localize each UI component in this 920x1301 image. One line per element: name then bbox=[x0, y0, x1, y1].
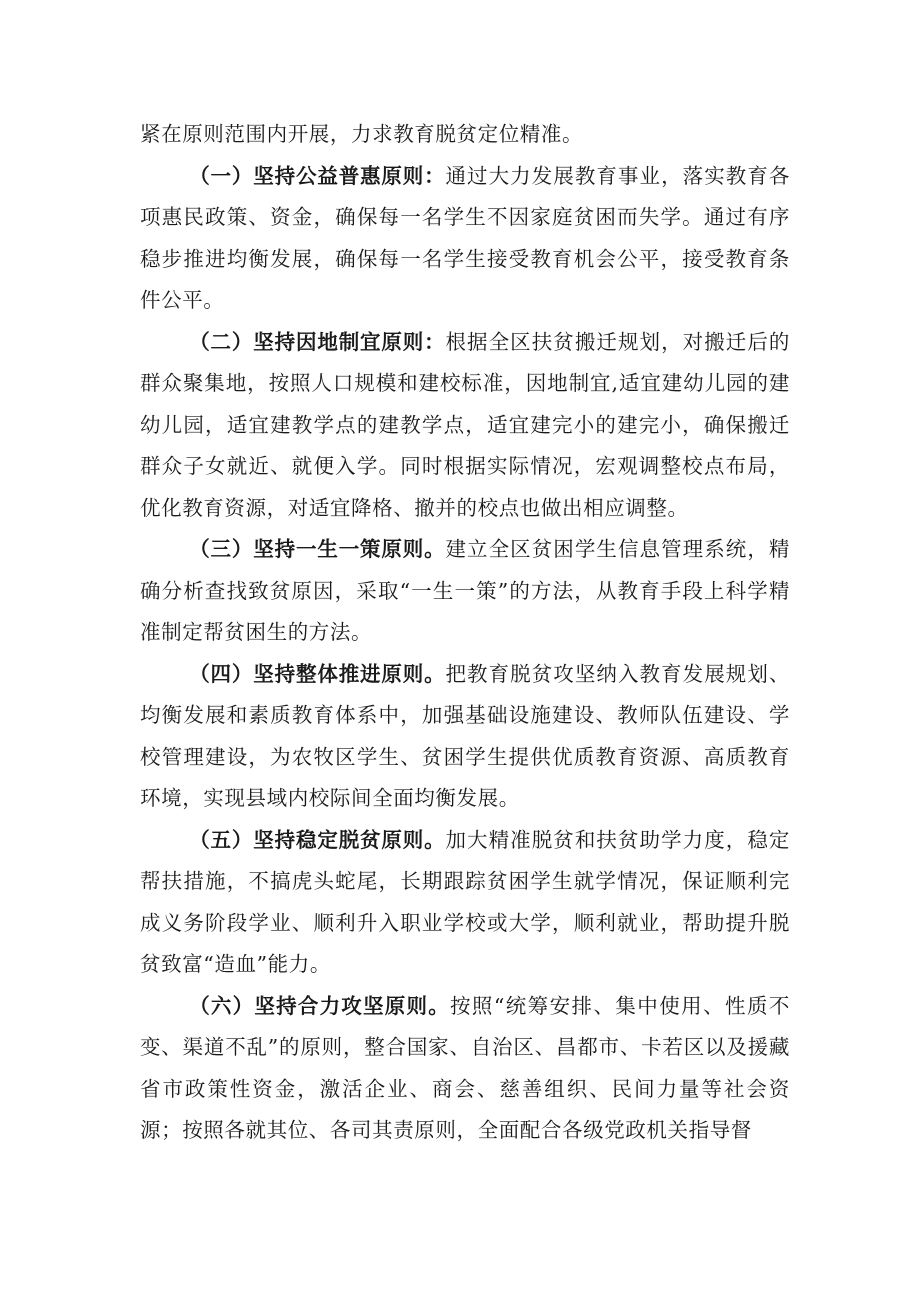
paragraph-principle-1 bbox=[140, 156, 790, 322]
paragraph-body: 按照“统筹安排、集中使用、性质不变、渠道不乱”的原则，整合国家、自治区、昌都市、卡若区以及援藏省市政策性资金，激活企业、商会、慈善组织、民间力量等社会资源；按照各就其位、各司其责原则，全面配合各级党政机关指导督 bbox=[140, 993, 790, 1142]
paragraph-principle-2 bbox=[140, 322, 790, 530]
principle-heading: （六）坚持合力攻坚原则。 bbox=[189, 993, 450, 1018]
document-body bbox=[140, 114, 790, 1152]
paragraph-body: 把教育脱贫攻坚纳入教育发展规划、均衡发展和素质教育体系中，加强基础设施建设、教师队伍建设、学校管理建设，为农牧区学生、贫困学生提供优质教育资源、高质教育环境，实现县域内校际间全面均衡发展。 bbox=[140, 661, 790, 810]
paragraph-body: 加大精准脱贫和扶贫助学力度，稳定帮扶措施，不搞虎头蛇尾，长期跟踪贫困学生就学情况，保证顺利完成义务阶段学业、顺利升入职业学校或大学，顺利就业，帮助提升脱贫致富“造血”能力。 bbox=[140, 827, 790, 976]
principle-heading: （四）坚持整体推进原则。 bbox=[189, 661, 446, 686]
principle-heading: （二）坚持因地制宜原则： bbox=[189, 329, 446, 354]
paragraph-principle-5 bbox=[140, 820, 790, 986]
paragraph-body: 紧在原则范围内开展，力求教育脱贫定位精准。 bbox=[140, 122, 584, 146]
principle-heading: （五）坚持稳定脱贫原则。 bbox=[189, 827, 446, 852]
principle-heading: （一）坚持公益普惠原则： bbox=[189, 163, 446, 188]
paragraph-principle-6 bbox=[140, 986, 790, 1152]
paragraph-principle-4 bbox=[140, 654, 790, 820]
paragraph-body: 通过大力发展教育事业，落实教育各项惠民政策、资金，确保每一名学生不因家庭贫困而失学。通过有序稳步推进均衡发展，确保每一名学生接受教育机会公平，接受教育条件公平。 bbox=[140, 163, 790, 312]
paragraph-body: 根据全区扶贫搬迁规划，对搬迁后的群众聚集地，按照人口规模和建校标准，因地制宜,适宜建幼儿园的建幼儿园，适宜建教学点的建教学点，适宜建完小的建完小，确保搬迁群众子女就近、就便入学。同时根据实际情况，宏观调整校点布局，优化教育资源，对适宜降格、撤并的校点也做出相应调整。 bbox=[140, 329, 790, 520]
paragraph-continuation bbox=[140, 114, 790, 156]
principle-heading: （三）坚持一生一策原则。 bbox=[189, 537, 446, 561]
paragraph-body: 建立全区贫困学生信息管理系统，精确分析查找致贫原因，采取“一生一策”的方法，从教育手段上科学精准制定帮贫困生的方法。 bbox=[140, 537, 790, 644]
paragraph-principle-3 bbox=[140, 529, 790, 654]
